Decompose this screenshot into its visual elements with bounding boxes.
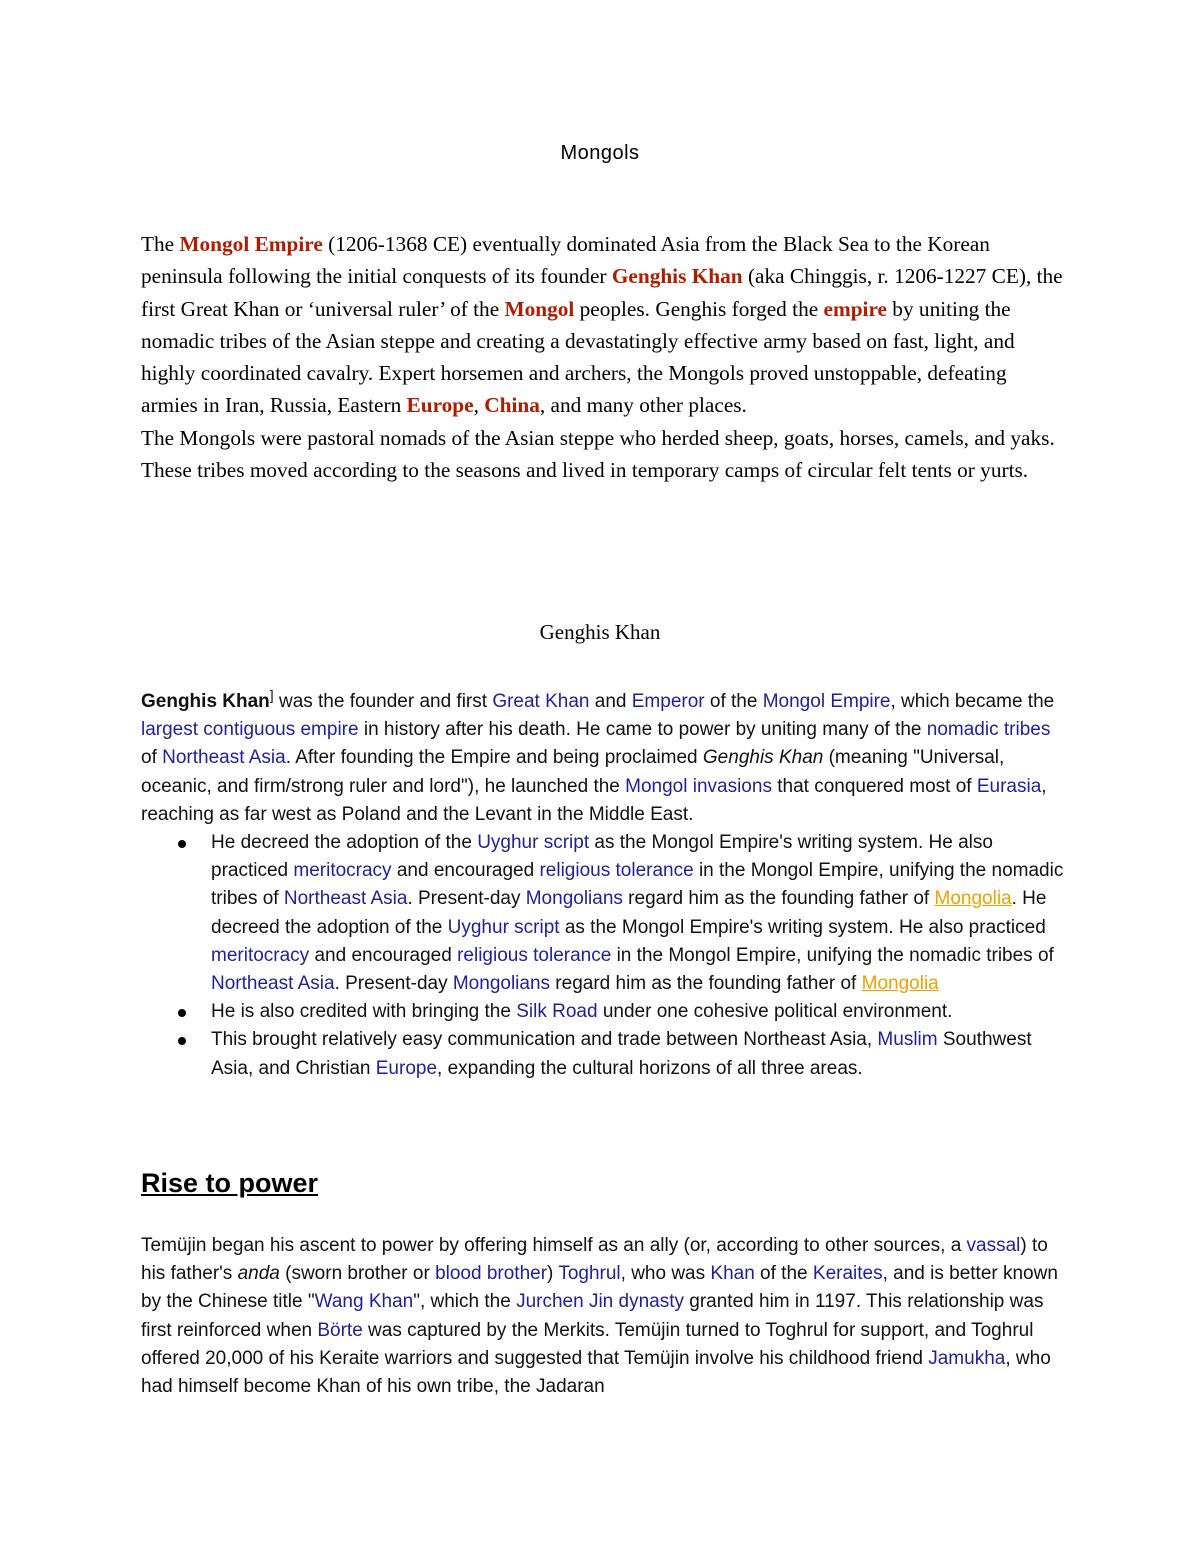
link-mongol-empire[interactable]: Mongol Empire xyxy=(762,691,891,712)
bullet-dot-icon xyxy=(178,1009,186,1017)
link-mongolia[interactable]: Mongolia xyxy=(861,973,939,995)
link-northeast-asia[interactable]: Northeast Asia xyxy=(211,973,335,995)
link-mongolians[interactable]: Mongolians xyxy=(452,973,551,995)
link-mongolia[interactable]: Mongolia xyxy=(934,888,1012,910)
list-item: He decreed the adoption of the Uyghur script as the Mongol Empire's writing system. He also practiced meritocracy and encouraged religious tolerance in the Mongol Empire, unifying the nomadic tribes of Northeast Asia. Present-day Mongolians regard him as the founding father of Mongolia. He decreed the adoption of the Uyghur script as the Mongol Empire's writing system. He also practiced meritocracy and encouraged religious tolerance in the Mongol Empire, unifying the nomadic tribes of Northeast Asia. Present-day Mongolians regard him as the founding father of Mongolia xyxy=(211,829,1066,998)
link-jamukha[interactable]: Jamukha xyxy=(928,1347,1006,1369)
list-item: He is also credited with bringing the Silk Road under one cohesive political environment. xyxy=(211,998,1066,1026)
subject-name: Genghis Khan xyxy=(141,691,270,712)
link-borte[interactable]: Börte xyxy=(317,1319,363,1341)
link-wang-khan[interactable]: Wang Khan xyxy=(314,1291,414,1313)
bullet-list xyxy=(141,829,1066,1083)
highlight-europe: Europe xyxy=(406,393,474,418)
rise-to-power-heading: Rise to power xyxy=(141,1168,319,1198)
link-keraites[interactable]: Keraites xyxy=(812,1263,883,1285)
link-largest-contiguous-empire[interactable]: largest contiguous empire xyxy=(141,719,359,741)
link-nomadic-tribes[interactable]: nomadic tribes xyxy=(926,719,1051,741)
link-northeast-asia[interactable]: Northeast Asia xyxy=(162,747,286,769)
link-muslim[interactable]: Muslim xyxy=(877,1029,938,1051)
link-eurasia[interactable]: Eurasia xyxy=(976,775,1042,797)
link-toghrul[interactable]: Toghrul xyxy=(558,1263,621,1285)
link-religious-tolerance[interactable]: religious tolerance xyxy=(539,860,694,882)
reference-mark: ] xyxy=(269,687,274,703)
link-emperor[interactable]: Emperor xyxy=(631,691,705,712)
document-title: Mongols xyxy=(560,142,640,164)
genghis-khan-paragraph: Genghis Khan] was the founder and first Great Khan and Emperor of the Mongol Empire, which became the largest contiguous empire in history after his death. He came to power by uniting many of the nomadic tribes of Northeast Asia. After founding the Empire and being proclaimed Genghis Khan (meaning "Universal, oceanic, and firm/strong ruler and lord"), he launched the Mongol invasions that conquered most of Eurasia, reaching as far west as Poland and the Levant in the Middle East. xyxy=(141,687,1055,825)
genghis-khan-section xyxy=(141,688,1066,1083)
highlight-mongol: Mongol xyxy=(504,296,575,321)
intro-paragraph-1: The Mongol Empire (1206-1368 CE) eventually dominated Asia from the Black Sea to the Korean peninsula following the initial conquests of its founder Genghis Khan (aka Chinggis, r. 1206-1227 CE), the first Great Khan or ‘universal ruler’ of the Mongol peoples. Genghis forged the empire by uniting the nomadic tribes of the Asian steppe and creating a devastatingly effective army based on fast, light, and highly coordinated cavalry. Expert horsemen and archers, the Mongols proved unstoppable, defeating armies in Iran, Russia, Eastern Europe, China, and many other places. xyxy=(141,232,1063,418)
link-mongol-invasions[interactable]: Mongol invasions xyxy=(625,775,772,797)
link-blood-brother[interactable]: blood brother xyxy=(435,1263,548,1285)
link-silk-road[interactable]: Silk Road xyxy=(516,1001,598,1023)
link-mongolians[interactable]: Mongolians xyxy=(525,888,623,910)
intro-section xyxy=(141,228,1066,486)
link-meritocracy[interactable]: meritocracy xyxy=(211,944,310,966)
link-meritocracy[interactable]: meritocracy xyxy=(293,860,392,882)
highlight-china: China xyxy=(484,393,540,418)
link-uyghur-script[interactable]: Uyghur script xyxy=(477,832,590,854)
link-khan[interactable]: Khan xyxy=(710,1263,755,1285)
bullet-dot-icon xyxy=(178,1037,186,1045)
link-religious-tolerance[interactable]: religious tolerance xyxy=(457,944,612,966)
link-jurchen-jin-dynasty[interactable]: Jurchen Jin dynasty xyxy=(516,1291,684,1313)
link-vassal[interactable]: vassal xyxy=(966,1235,1021,1256)
link-great-khan[interactable]: Great Khan xyxy=(492,691,590,712)
link-europe[interactable]: Europe xyxy=(375,1057,438,1079)
rise-to-power-paragraph: Temüjin began his ascent to power by offering himself as an ally (or, according to other sources, a vassal) to his father's anda (sworn brother or blood brother) Toghrul, who was Khan of the Keraites, and is better known by the Chinese title "Wang Khan", which the Jurchen Jin dynasty granted him in 1197. This relationship was first reinforced when Börte was captured by the Merkits. Temüjin turned to Toghrul for support, and Toghrul offered 20,000 of his Keraite warriors and suggested that Temüjin involve his childhood friend Jamukha, who had himself become Khan of his own tribe, the Jadaran xyxy=(141,1235,1058,1398)
bullet-dot-icon xyxy=(178,840,186,848)
highlight-empire: empire xyxy=(823,296,887,321)
highlight-genghis-khan: Genghis Khan xyxy=(611,264,743,289)
link-northeast-asia[interactable]: Northeast Asia xyxy=(283,888,408,910)
genghis-khan-heading: Genghis Khan xyxy=(539,620,661,644)
link-uyghur-script[interactable]: Uyghur script xyxy=(447,916,560,938)
intro-paragraph-2: The Mongols were pastoral nomads of the Asian steppe who herded sheep, goats, horses, camels, and yaks. These tribes moved according to the seasons and lived in temporary camps of circular felt tents or yurts. xyxy=(141,425,1055,483)
highlight-mongol-empire: Mongol Empire xyxy=(179,232,323,256)
list-item: This brought relatively easy communication and trade between Northeast Asia, Muslim Southwest Asia, and Christian Europe, expanding the cultural horizons of all three areas. xyxy=(211,1026,1066,1082)
